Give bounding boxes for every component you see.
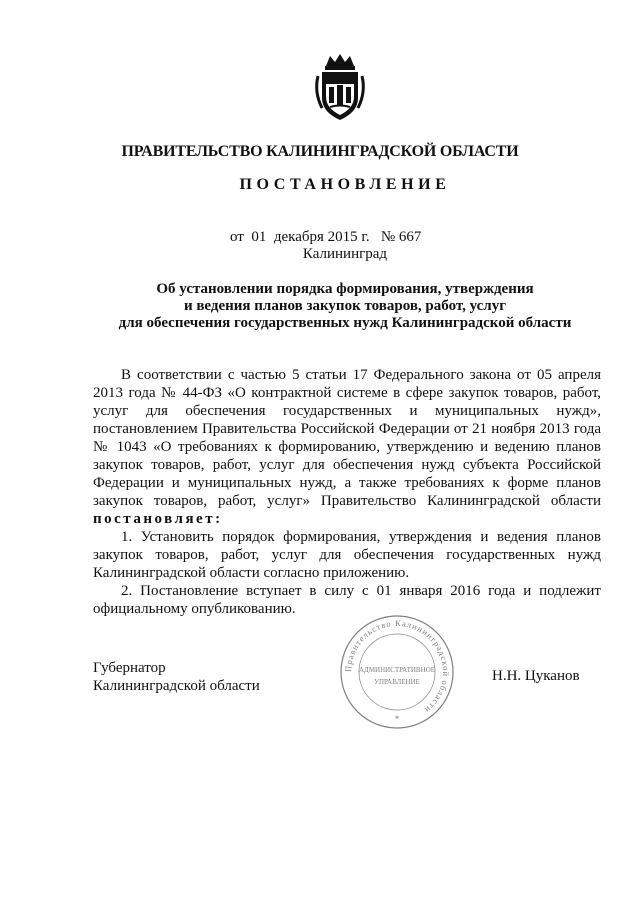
stamp-inner-text: УПРАВЛЕНИЕ [374, 678, 420, 686]
intro-paragraph [93, 366, 601, 528]
subject-line: для обеспечения государственных нужд Калининградской области [118, 315, 572, 331]
city-name: Калининград [302, 246, 388, 262]
subject-line: Об установлении порядка формирования, утверждения [156, 281, 534, 297]
signer-position [93, 659, 260, 695]
stamp-ring-text: Правительство Калининградской области [342, 617, 452, 716]
coat-of-arms-emblem [312, 52, 368, 124]
stamp-star-icon: * [394, 714, 400, 724]
official-seal-stamp [322, 612, 472, 732]
document-type-title: ПОСТАНОВЛЕНИЕ [239, 176, 451, 193]
signer-position-line: Калининградской области [93, 678, 260, 694]
signer-name: Н.Н. Цуканов [492, 668, 580, 684]
government-title: ПРАВИТЕЛЬСТВО КАЛИНИНГРАДСКОЙ ОБЛАСТИ [121, 143, 519, 160]
date-and-number: от 01 декабря 2015 г. № 667 [230, 229, 422, 245]
document-subject [95, 281, 595, 332]
decrees-word: постановляет: [93, 511, 223, 527]
decree-item-2: 2. Постановление вступает в силу с 01 января 2016 года и подлежит официальному опубликованию. [93, 583, 601, 617]
signer-position-line: Губернатор [93, 660, 166, 676]
intro-text: В соответствии с частью 5 статьи 17 Федерального закона от 05 апреля 2013 года № 44-ФЗ «О контрактной системе в сфере закупок товаров, работ, услуг для обеспечения государственных и муниципальных нужд», постановлением Правительства Российской Федерации от 21 ноября 2013 года № 1043 «О требованиях к формированию, утверждению и ведению планов закупок товаров, работ, услуг для обеспечения нужд субъекта Российской Федерации и муниципальных нужд, а также требованиях к форме планов закупок товаров, работ, услуг» Правительство Калининградской области [93, 367, 601, 509]
stamp-inner-text: АДМИНИСТРАТИВНОЕ [359, 666, 435, 674]
subject-line: и ведения планов закупок товаров, работ, услуг [183, 298, 507, 314]
decree-item-1: 1. Установить порядок формирования, утверждения и ведения планов закупок товаров, работ, услуг для обеспечения государственных нужд Калининградской области согласно приложению. [93, 529, 601, 581]
document-body [93, 366, 601, 618]
